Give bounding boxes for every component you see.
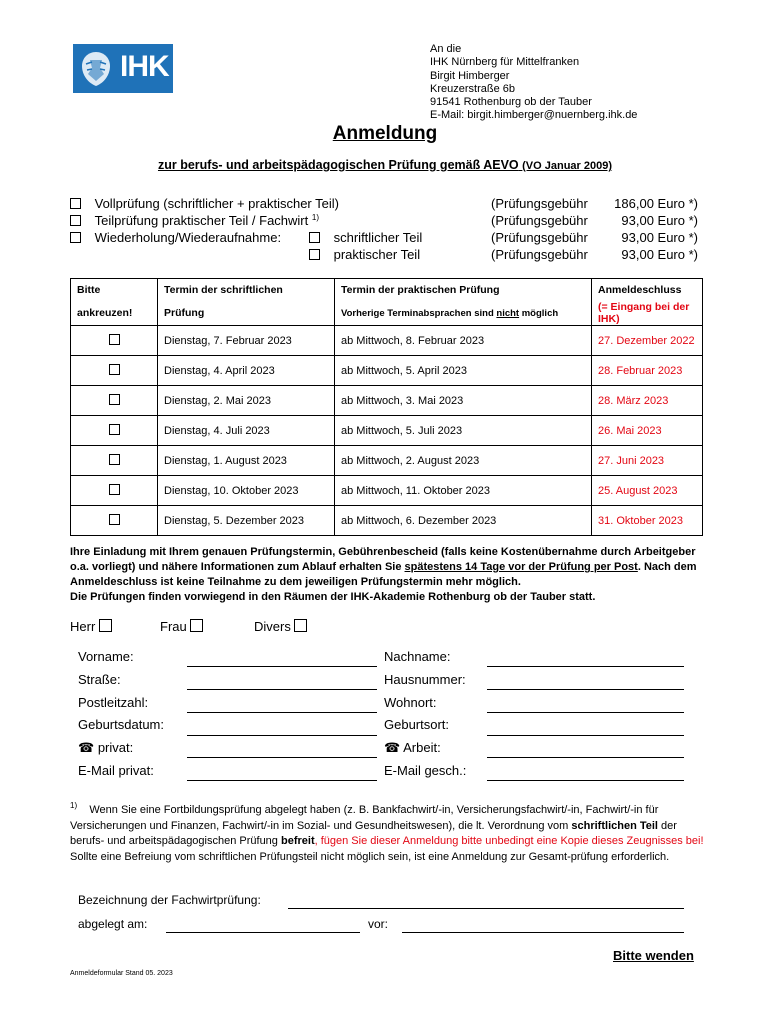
eagle-emblem-icon <box>76 48 116 89</box>
header-cell: Anmeldeschluss <box>592 279 703 302</box>
option-partial-exam[interactable] <box>70 213 319 228</box>
email-work-field[interactable] <box>487 780 684 781</box>
plz-field[interactable] <box>187 712 377 713</box>
header-cell: (= Eingang bei der IHK) <box>592 301 703 326</box>
label-email-private: E-Mail privat: <box>78 763 154 778</box>
fee-label: (Prüfungsgebühr <box>491 196 588 211</box>
header-text: möglich <box>521 307 559 319</box>
checkbox[interactable] <box>70 198 81 209</box>
phone-icon: ☎ <box>78 740 95 755</box>
gender-label: Divers <box>254 619 291 634</box>
gender-herr[interactable] <box>70 619 112 634</box>
fee-amount: 93,00 Euro *) <box>621 230 698 245</box>
page-subtitle <box>0 158 770 172</box>
info-text: Ihre Einladung mit Ihrem genauen Prüfungstermin, Gebührenbescheid (falls keine Kostenübernahme durch Arbeitgeber o.a. vorliegt) und nähere Informationen zum Ablauf erhalten Sie <box>70 546 696 573</box>
vorname-field[interactable] <box>187 666 377 667</box>
label-phone-work <box>384 740 441 756</box>
checkbox[interactable] <box>70 232 81 243</box>
select-cell[interactable] <box>71 326 158 356</box>
header-cell: Prüfung <box>158 301 335 326</box>
option-full-exam[interactable] <box>70 196 339 211</box>
label-hausnummer: Hausnummer: <box>384 672 466 687</box>
phone-icon: ☎ <box>384 740 401 755</box>
strasse-field[interactable] <box>187 689 377 690</box>
label-wohnort: Wohnort: <box>384 695 437 710</box>
written-date: Dienstag, 4. Juli 2023 <box>158 416 335 446</box>
footnote-text: der berufs- und arbeitspädagogischen Prüfung <box>70 819 677 847</box>
header-text-emphasis: nicht <box>496 307 520 319</box>
label-text: Arbeit: <box>403 740 441 755</box>
table-row <box>71 326 703 356</box>
written-date: Dienstag, 7. Februar 2023 <box>158 326 335 356</box>
label-geburtsort: Geburtsort: <box>384 717 450 732</box>
checkbox[interactable] <box>294 619 307 632</box>
deadline: 28. März 2023 <box>592 386 703 416</box>
phone-private-field[interactable] <box>187 757 377 758</box>
label-vor: vor: <box>368 917 389 931</box>
deadline: 28. Februar 2023 <box>592 356 703 386</box>
practical-date: ab Mittwoch, 5. Juli 2023 <box>335 416 592 446</box>
option-label: praktischer Teil <box>333 247 421 262</box>
header-cell: ankreuzen! <box>71 301 158 326</box>
header-cell: Bitte <box>71 279 158 302</box>
checkbox[interactable] <box>109 334 120 345</box>
checkbox[interactable] <box>109 454 120 465</box>
label-abgelegt: abgelegt am: <box>78 917 148 931</box>
option-repeat-exam[interactable] <box>70 230 281 245</box>
written-date: Dienstag, 2. Mai 2023 <box>158 386 335 416</box>
table-row <box>71 386 703 416</box>
gender-label: Herr <box>70 619 96 634</box>
checkbox[interactable] <box>109 514 120 525</box>
practical-date: ab Mittwoch, 3. Mai 2023 <box>335 386 592 416</box>
geburtsdatum-field[interactable] <box>187 735 377 736</box>
please-turn-over: Bitte wenden <box>613 948 694 963</box>
fee-label: (Prüfungsgebühr <box>491 230 588 245</box>
label-strasse: Straße: <box>78 672 121 687</box>
written-date: Dienstag, 4. April 2023 <box>158 356 335 386</box>
checkbox[interactable] <box>190 619 203 632</box>
address-line: E-Mail: birgit.himberger@nuernberg.ihk.de <box>430 109 638 122</box>
vor-field[interactable] <box>402 932 684 933</box>
fee-amount: 186,00 Euro *) <box>614 196 698 211</box>
option-label: Vollprüfung (schriftlicher + praktischer Teil) <box>94 196 339 211</box>
checkbox[interactable] <box>109 364 120 375</box>
option-label: Teilprüfung praktischer Teil / Fachwirt <box>94 213 309 228</box>
form-version: Anmeldeformular Stand 05. 2023 <box>70 970 173 977</box>
select-cell[interactable] <box>71 356 158 386</box>
address-line: Kreuzerstraße 6b <box>430 82 515 95</box>
subtitle-regulation: (VO Januar 2009) <box>522 160 613 172</box>
table-row <box>71 476 703 506</box>
label-text: Geburtsdatum: <box>78 717 164 732</box>
exam-dates-table <box>70 278 703 536</box>
fee-amount: 93,00 Euro *) <box>621 247 698 262</box>
logo-text: IHK <box>120 50 169 83</box>
label-fachwirt: Bezeichnung der Fachwirtprüfung: <box>78 893 261 907</box>
written-date: Dienstag, 10. Oktober 2023 <box>158 476 335 506</box>
info-text: Die Prüfungen finden vorwiegend in den Räumen der IHK-Akademie Rothenburg ob der Tauber statt. <box>70 591 596 603</box>
phone-work-field[interactable] <box>487 757 684 758</box>
table-header-row <box>71 279 703 302</box>
checkbox[interactable] <box>70 215 81 226</box>
deadline: 25. August 2023 <box>592 476 703 506</box>
footnote-bold: befreit <box>280 835 315 847</box>
info-paragraph <box>70 545 710 605</box>
table-row <box>71 446 703 476</box>
option-repeat-practical[interactable] <box>309 247 420 262</box>
abgelegt-field[interactable] <box>166 932 360 933</box>
practical-date: ab Mittwoch, 5. April 2023 <box>335 356 592 386</box>
email-private-field[interactable] <box>187 780 377 781</box>
page-title: Anmeldung <box>332 123 438 144</box>
info-text: . Nach dem Anmeldeschluss ist keine Teilnahme zu dem jeweiligen Prüfungstermin mehr möglich. <box>70 561 697 588</box>
option-label: Wiederholung/Wiederaufnahme: <box>94 230 282 245</box>
address-line: 91541 Rothenburg ob der Tauber <box>430 96 592 109</box>
address-line: IHK Nürnberg für Mittelfranken <box>430 56 580 69</box>
practical-date: ab Mittwoch, 8. Februar 2023 <box>335 326 592 356</box>
footnote-text: Sollte eine Befreiung vom schriftlichen Prüfungsteil nicht möglich sein, ist eine Anmeldung zur Gesamt-prüfung erforderlich. <box>70 850 670 863</box>
label-vorname: Vorname: <box>78 649 134 664</box>
hausnummer-field[interactable] <box>487 689 684 690</box>
address-line: An die <box>430 43 462 55</box>
footnote <box>70 798 710 865</box>
written-date: Dienstag, 5. Dezember 2023 <box>158 506 335 536</box>
footnote-marker: 1) <box>70 801 78 810</box>
deadline: 26. Mai 2023 <box>592 416 703 446</box>
select-cell[interactable] <box>71 386 158 416</box>
info-text-emphasis: spätestens 14 Tage vor der Prüfung per Post <box>404 561 638 573</box>
nachname-field[interactable] <box>487 666 684 667</box>
table-row <box>71 356 703 386</box>
select-cell[interactable] <box>71 506 158 536</box>
ihk-logo <box>73 44 173 93</box>
header-cell: Termin der praktischen Prüfung <box>335 279 592 302</box>
label-phone-private <box>78 740 133 756</box>
footnote-bold: schriftlichen Teil <box>571 819 658 832</box>
written-date: Dienstag, 1. August 2023 <box>158 446 335 476</box>
checkbox[interactable] <box>109 394 120 405</box>
option-repeat-written[interactable] <box>309 230 422 245</box>
gender-label: Frau <box>160 619 187 634</box>
deadline: 27. Dezember 2022 <box>592 326 703 356</box>
select-cell[interactable] <box>71 416 158 446</box>
practical-date: ab Mittwoch, 11. Oktober 2023 <box>335 476 592 506</box>
checkbox[interactable] <box>109 484 120 495</box>
footnote-text: Wenn Sie eine Fortbildungsprüfung abgelegt haben (z. B. Bankfachwirt/-in, Versicherungsfachwirt/-in, Fachwirt/-in für Versicherungen und Finanzen, Fachwirt/-in im Sozial- und Gesundheitswesen), die lt. Verordnung vom <box>70 804 659 832</box>
label-nachname: Nachname: <box>384 649 451 664</box>
checkbox[interactable] <box>109 424 120 435</box>
geburtsort-field[interactable] <box>487 735 684 736</box>
checkbox[interactable] <box>99 619 112 632</box>
header-cell: Termin der schriftlichen <box>158 279 335 302</box>
gender-divers[interactable] <box>254 619 307 634</box>
deadline: 27. Juni 2023 <box>592 446 703 476</box>
fachwirt-field[interactable] <box>288 908 684 909</box>
checkbox[interactable] <box>309 249 320 260</box>
fee-label: (Prüfungsgebühr <box>491 247 588 262</box>
table-row <box>71 506 703 536</box>
header-cell <box>335 301 592 326</box>
table-header-row <box>71 301 703 326</box>
fee-label: (Prüfungsgebühr <box>491 213 588 228</box>
footnote-warning: , fügen Sie dieser Anmeldung bitte unbedingt eine Kopie dieses Zeugnisses bei! <box>314 835 704 847</box>
fee-amount: 93,00 Euro *) <box>621 213 698 228</box>
gender-frau[interactable] <box>160 619 203 634</box>
label-plz: Postleitzahl: <box>78 695 149 710</box>
recipient-address <box>430 43 637 123</box>
practical-date: ab Mittwoch, 2. August 2023 <box>335 446 592 476</box>
label-geburtsdatum <box>78 717 164 732</box>
footnote-ref: 1) <box>311 213 319 222</box>
option-label: schriftlicher Teil <box>333 230 423 245</box>
select-cell[interactable] <box>71 476 158 506</box>
label-email-work: E-Mail gesch.: <box>384 763 467 778</box>
checkbox[interactable] <box>309 232 320 243</box>
header-text: Vorherige Terminabsprachen sind <box>341 307 494 319</box>
practical-date: ab Mittwoch, 6. Dezember 2023 <box>335 506 592 536</box>
address-line: Birgit Himberger <box>430 69 510 82</box>
table-row <box>71 416 703 446</box>
subtitle-main: zur berufs- und arbeitspädagogischen Prüfung gemäß AEVO <box>157 158 519 172</box>
deadline: 31. Oktober 2023 <box>592 506 703 536</box>
wohnort-field[interactable] <box>487 712 684 713</box>
select-cell[interactable] <box>71 446 158 476</box>
label-text: privat: <box>97 740 134 755</box>
